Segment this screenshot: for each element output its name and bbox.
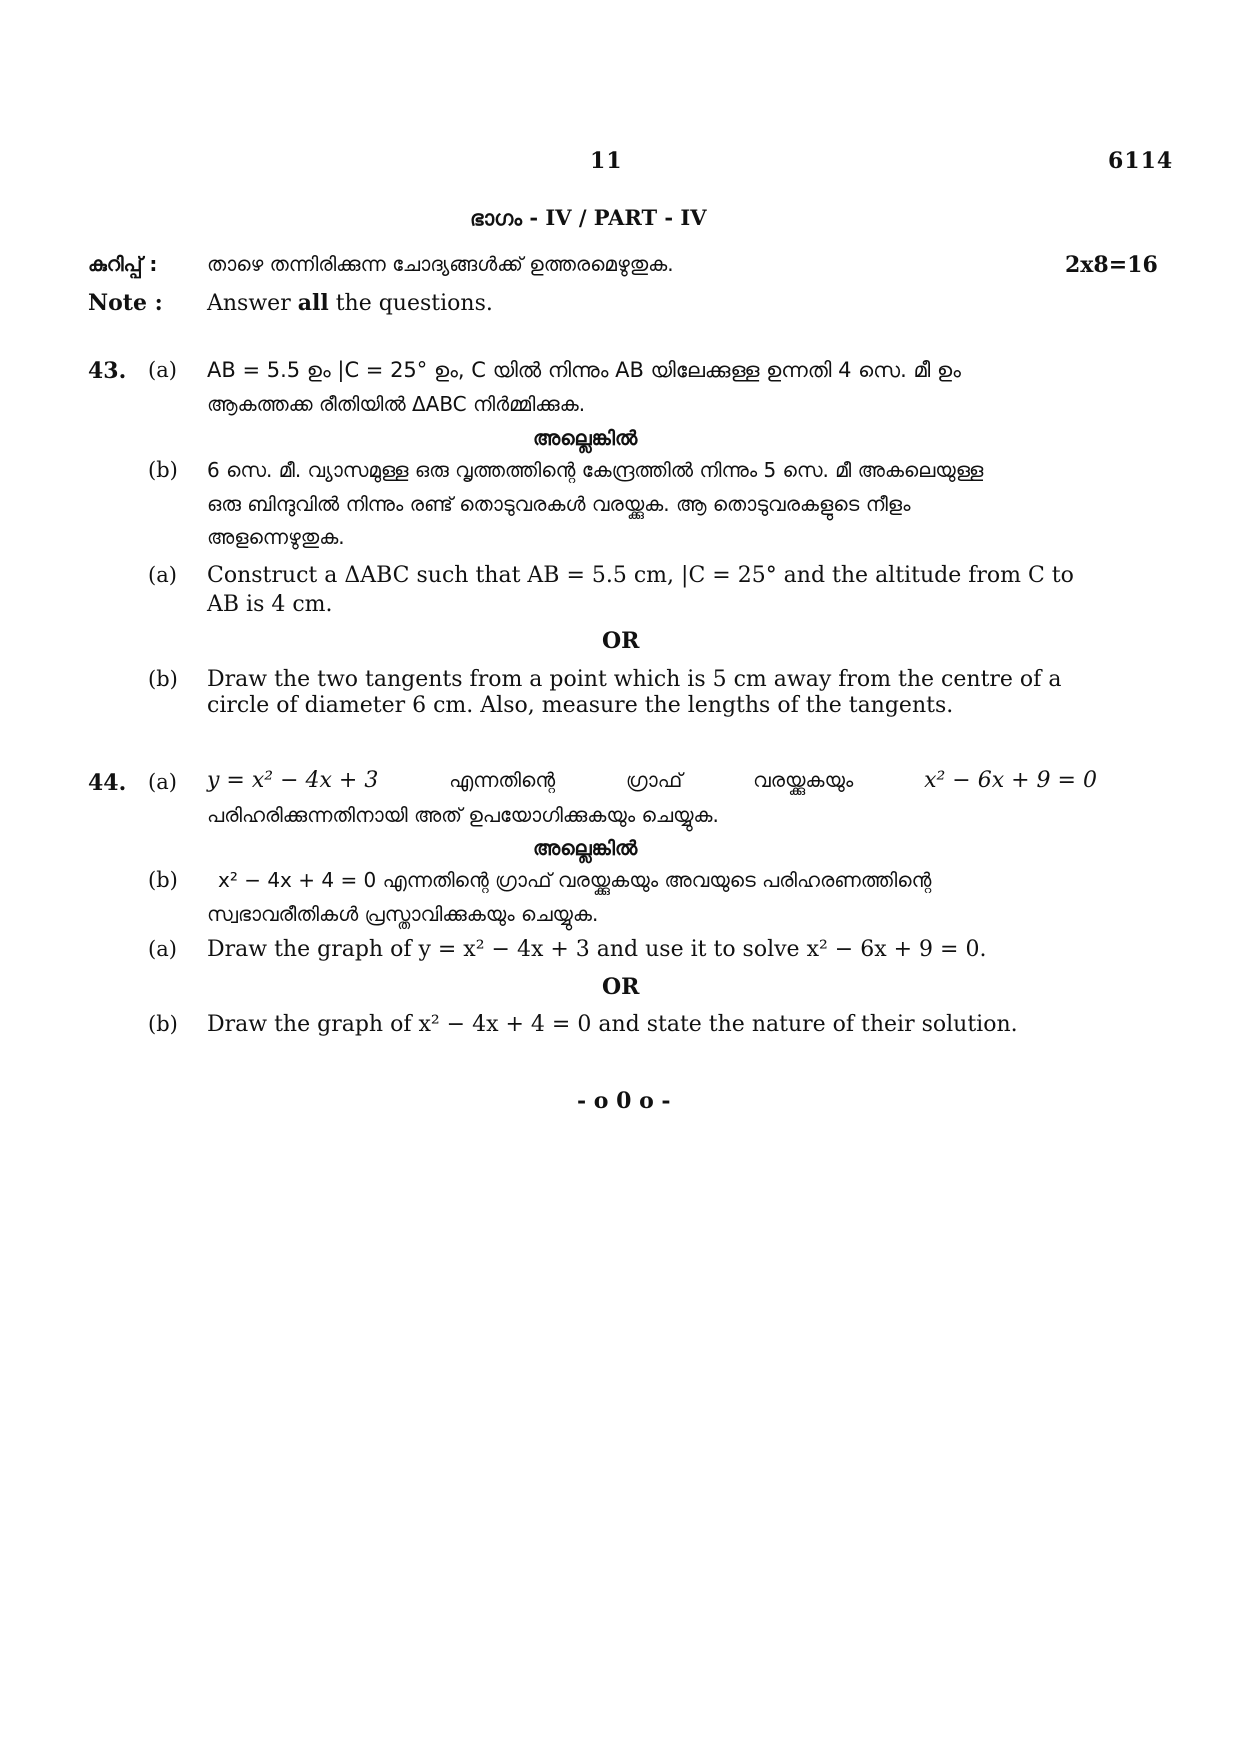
q44-ml-a-word-1: എന്നതിന്റെ [449, 768, 556, 792]
q44-ml-a-equation-1: y = x² − 4x + 3 [207, 768, 379, 793]
page-number: 11 [590, 148, 623, 174]
q43-ml-a-line2: ആകത്തക്ക രീതിയിൽ ΔABC നിർമ്മിക്കുക. [207, 392, 586, 416]
q43-ml-b-label: (b) [148, 458, 178, 482]
question-number-43: 43. [88, 358, 127, 384]
q43-en-b-line1: Draw the two tangents from a point which is 5 cm away from the centre of a [207, 667, 1062, 692]
q44-ml-b-label: (b) [148, 868, 178, 892]
q43-ml-b-line2: ഒരു ബിന്ദുവിൽ നിന്നും രണ്ട് തൊടുവരകൾ വരയ്ക്കുക. ആ തൊടുവരകളുടെ നീളം [207, 492, 911, 516]
end-of-paper-mark: - o 0 o - [577, 1088, 671, 1114]
q44-ml-b-line1: x² − 4x + 4 = 0 എന്നതിന്റെ ഗ്രാഫ് വരയ്ക്കുകയും അവയുടെ പരിഹരണത്തിന്റെ [218, 868, 932, 892]
en-note-label: Note : [88, 290, 163, 316]
q43-ml-b-line3: അളന്നെഴുതുക. [207, 525, 345, 549]
q43-ml-a-label: (a) [148, 358, 177, 382]
q44-ml-a-word-3: വരയ്ക്കുകയും [753, 768, 854, 792]
q44-ml-a-line2: പരിഹരിക്കുന്നതിനായി അത് ഉപയോഗിക്കുകയും ചെയ്യുക. [207, 803, 719, 827]
q44-en-a-line: Draw the graph of y = x² − 4x + 3 and use it to solve x² − 6x + 9 = 0. [207, 937, 987, 962]
q43-ml-b-line1: 6 സെ. മീ. വ്യാസമുള്ള ഒരു വൃത്തത്തിന്റെ കേന്ദ്രത്തിൽ നിന്നും 5 സെ. മീ അകലെയുള്ള [207, 458, 984, 482]
q43-en-b-line2: circle of diameter 6 cm. Also, measure the lengths of the tangents. [207, 693, 954, 718]
q44-ml-a-equation-2: x² − 6x + 9 = 0 [924, 768, 1097, 793]
question-number-44: 44. [88, 770, 127, 796]
q44-ml-or: അല്ലെങ്കിൽ [533, 836, 638, 860]
q43-en-a-line2: AB is 4 cm. [207, 592, 333, 617]
marks-label: 2x8=16 [1065, 252, 1158, 278]
q43-en-b-label: (b) [148, 667, 178, 691]
ml-note-label: കുറിപ്പ് : [88, 252, 158, 276]
q44-en-a-label: (a) [148, 937, 177, 961]
q44-ml-a-line1 [207, 768, 1097, 793]
q44-ml-b-line2: സ്വഭാവരീതികൾ പ്രസ്താവിക്കുകയും ചെയ്യുക. [207, 902, 599, 926]
q44-en-b-label: (b) [148, 1012, 178, 1036]
q43-en-or: OR [602, 628, 640, 654]
q44-en-b-line: Draw the graph of x² − 4x + 4 = 0 and state the nature of their solution. [207, 1012, 1018, 1037]
q44-ml-a-label: (a) [148, 770, 177, 794]
q43-ml-or: അല്ലെങ്കിൽ [533, 426, 638, 450]
q44-ml-a-word-2: ഗ്രാഫ് [625, 768, 683, 792]
paper-code: 6114 [1108, 148, 1174, 174]
q43-en-a-line1: Construct a ΔABC such that AB = 5.5 cm, |C = 25° and the altitude from C to [207, 563, 1074, 588]
q44-en-or: OR [602, 974, 640, 1000]
ml-note-text: താഴെ തന്നിരിക്കുന്ന ചോദ്യങ്ങൾക്ക് ഉത്തരമെഴുതുക. [207, 252, 674, 276]
q43-en-a-label: (a) [148, 563, 177, 587]
en-note-text: Answer all the questions. [207, 290, 493, 316]
q43-ml-a-line1: AB = 5.5 ഉം |C = 25° ഉം, C യിൽ നിന്നും AB യിലേക്കുള്ള ഉന്നതി 4 സെ. മീ ഉം [207, 358, 961, 382]
part-title: ഭാഗം - IV / PART - IV [470, 205, 707, 230]
